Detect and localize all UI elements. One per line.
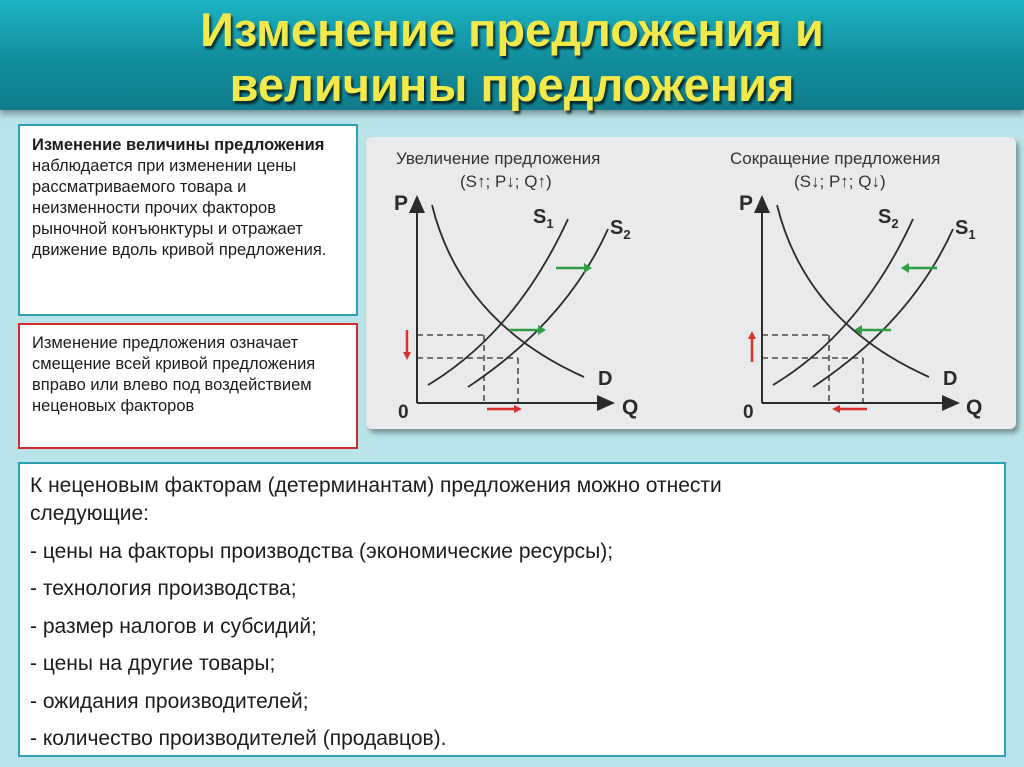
graph-increase-guides — [417, 335, 518, 403]
graph-decrease-s2-curve — [773, 219, 913, 385]
quantity-change-definition: наблюдается при изменении цены рассматриваемого товара и неизменности прочих факторов рыночной конъюнктуры и отражает движение вдоль кривой предложения. — [32, 157, 327, 259]
graph-increase-s2-label: $S_2$ — [610, 217, 631, 242]
graph-increase-d-label: D — [598, 368, 613, 390]
quantity-change-term: Изменение величины предложения — [32, 136, 325, 154]
graph-decrease-subtitle: (S↓; P↑; Q↓) — [794, 172, 886, 191]
graph-decrease-demand-curve — [777, 205, 929, 377]
graph-increase-s1-label: $S_1$ — [533, 206, 554, 231]
quantity-change-box — [18, 124, 358, 316]
graph-increase-shift-arrows — [403, 263, 592, 413]
graph-decrease-shift-arrows — [748, 263, 937, 413]
graph-increase-s1-curve — [428, 219, 568, 385]
page-title — [0, 2, 1024, 112]
graph-decrease — [730, 149, 982, 423]
factor-item: - ожидания производителей; — [30, 689, 309, 713]
graph-increase-s2-curve — [468, 229, 608, 387]
factor-item: - технология производства; — [30, 577, 297, 600]
graph-decrease-title: Сокращение предложения — [730, 149, 941, 168]
graph-decrease-s1-curve — [813, 229, 953, 387]
title-line-1: Изменение предложения и — [200, 3, 824, 56]
non-price-factors-box — [18, 462, 1006, 757]
graph-increase-subtitle: (S↑; P↓; Q↑) — [460, 172, 552, 191]
graph-decrease-origin: 0 — [743, 402, 754, 423]
graph-increase-p-label: P — [394, 192, 409, 215]
graph-increase-q-label: Q — [622, 396, 639, 419]
graph-increase-origin: 0 — [398, 402, 409, 423]
graphs-panel — [366, 137, 1016, 429]
supply-change-box — [18, 323, 358, 449]
graph-decrease-d-label: D — [943, 368, 958, 390]
graph-decrease-s2-label: $S_2$ — [878, 206, 899, 231]
supply-change-definition: Изменение предложения означает смещение всей кривой предложения вправо или влево под воздействием неценовых факторов — [32, 334, 316, 415]
title-banner — [0, 0, 1024, 110]
graph-decrease-s1-label: $S_1$ — [955, 217, 976, 242]
factors-intro-line-1: К неценовым факторам (детерминантам) предложения можно отнести — [30, 474, 722, 497]
factors-intro-line-2: следующие: — [30, 502, 149, 525]
graph-decrease-q-label: Q — [966, 396, 983, 419]
factor-item: - размер налогов и субсидий; — [30, 614, 317, 638]
factor-item: - цены на другие товары; — [30, 652, 276, 675]
graph-increase — [394, 149, 638, 423]
graph-increase-demand-curve — [432, 205, 584, 377]
graph-increase-title: Увеличение предложения — [396, 149, 601, 168]
graph-decrease-p-label: P — [739, 192, 754, 215]
factor-item: - цены на факторы производства (экономические ресурсы); — [30, 539, 614, 563]
graph-decrease-guides — [762, 335, 863, 403]
factor-item: - количество производителей (продавцов). — [30, 727, 447, 750]
supply-graphs — [366, 137, 1016, 429]
title-line-2: величины предложения — [229, 58, 795, 111]
